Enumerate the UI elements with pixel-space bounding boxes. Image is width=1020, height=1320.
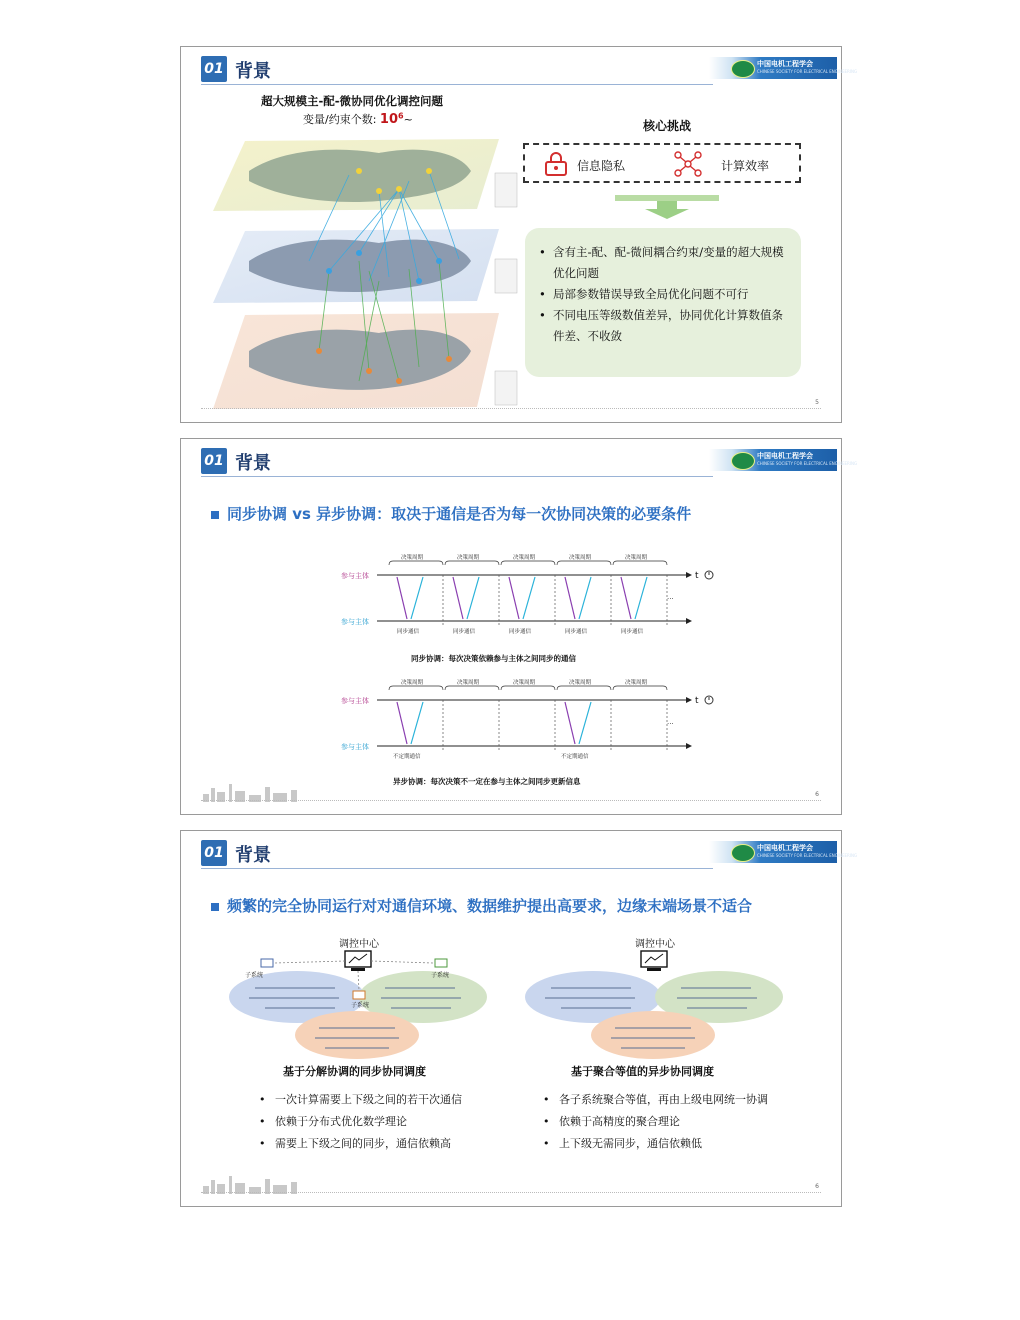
uplink-arrow	[635, 577, 647, 619]
subsystem-label: 子系统	[351, 1002, 370, 1009]
decision-period-bracket	[613, 686, 667, 690]
logo-subtitle: CHINESE SOCIETY FOR ELECTRICAL ENGINEERING	[757, 853, 858, 858]
decision-period-label: 决策周期	[457, 555, 480, 561]
sync-comm-label: 同步通信	[397, 629, 420, 635]
header-divider	[201, 476, 713, 477]
async-caption: 异步协调：每次决策不一定在参与主体之间同步更新信息	[393, 777, 581, 786]
challenge-bullet: • 不同电压等级数值差异，协同优化计算数值条件差、不收敛	[539, 305, 787, 347]
layered-grid-maps-image	[209, 131, 529, 413]
network-icon	[673, 149, 703, 179]
scale-label: 变量/约束个数:	[303, 113, 380, 126]
decision-period-bracket	[557, 561, 611, 565]
logo-subtitle: CHINESE SOCIETY FOR ELECTRICAL ENGINEERING	[757, 69, 858, 74]
async-comm-label: 不定期通信	[561, 754, 589, 760]
slide-1	[180, 46, 858, 423]
async-row1-label: 参与主体	[341, 697, 369, 705]
continuation-dots: ...	[667, 593, 674, 601]
async-comm-label: 不定期通信	[393, 754, 421, 760]
decision-period-bracket	[445, 686, 499, 690]
slide-3	[180, 830, 858, 1207]
decision-period-bracket	[613, 561, 667, 565]
decision-period-label: 决策周期	[513, 555, 536, 561]
left-control-center-label: 调控中心	[339, 939, 379, 950]
left-bullets	[259, 1089, 462, 1155]
decision-period-label: 决策周期	[569, 555, 592, 561]
decision-period-label: 决策周期	[625, 680, 648, 686]
sync-comm-label: 同步通信	[509, 629, 532, 635]
left-bullet: • 依赖于分布式优化数学理论	[259, 1111, 462, 1133]
decision-period-bracket	[389, 686, 443, 690]
right-bullets	[543, 1089, 768, 1155]
subsystem-label: 子系统	[245, 972, 264, 979]
subsystem-computer-icon	[261, 959, 273, 967]
decision-period-label: 决策周期	[569, 680, 592, 686]
uplink-arrow	[579, 577, 591, 619]
sync-comm-label: 同步通信	[621, 629, 644, 635]
section-title: 背景	[235, 453, 271, 474]
slide-header	[181, 47, 858, 91]
logo-emblem-icon	[731, 452, 755, 470]
section-title: 背景	[235, 845, 271, 866]
scale-exponent: 6	[398, 111, 404, 121]
uplink-arrow	[579, 702, 591, 744]
sync-comm-label: 同步通信	[453, 629, 476, 635]
page-number: 6	[815, 791, 819, 798]
left-sync-topology-diagram	[225, 947, 495, 1063]
decision-period-bracket	[557, 686, 611, 690]
logo-name: 中国电机工程学会	[757, 844, 813, 852]
downlink-arrow	[565, 702, 575, 744]
downlink-arrow	[621, 577, 631, 619]
down-arrow-icon	[615, 195, 719, 219]
uplink-arrow	[523, 577, 535, 619]
sync-comm-label: 同步通信	[565, 629, 588, 635]
bullet-square-icon	[211, 903, 219, 911]
decision-period-bracket	[501, 686, 555, 690]
decision-period-label: 决策周期	[401, 680, 424, 686]
decision-period-bracket	[389, 561, 443, 565]
sync-row1-label: 参与主体	[341, 572, 369, 580]
decision-period-label: 决策周期	[457, 680, 480, 686]
logo-subtitle: CHINESE SOCIETY FOR ELECTRICAL ENGINEERING	[757, 461, 858, 466]
lock-icon	[543, 151, 569, 177]
slide-heading	[211, 895, 752, 916]
problem-title: 超大规模主-配-微协同优化调控问题	[261, 94, 444, 108]
challenge-efficiency-label: 计算效率	[721, 159, 770, 173]
slide-header	[181, 439, 858, 483]
decision-period-bracket	[445, 561, 499, 565]
left-bullet: • 需要上下级之间的同步，通信依赖高	[259, 1133, 462, 1155]
decision-period-label: 决策周期	[513, 680, 536, 686]
slide-heading	[211, 503, 691, 524]
continuation-dots: ...	[667, 718, 674, 726]
challenge-bullet: • 局部参数错误导致全局优化问题不可行	[539, 284, 787, 305]
society-logo	[709, 449, 858, 471]
slide-header	[181, 831, 858, 875]
problem-scale	[303, 111, 413, 127]
logo-emblem-icon	[731, 844, 755, 862]
logo-name: 中国电机工程学会	[757, 60, 813, 68]
decision-period-label: 决策周期	[401, 555, 424, 561]
bullet-square-icon	[211, 511, 219, 519]
control-center-computer-icon	[641, 951, 667, 971]
slide-2	[180, 438, 858, 815]
sync-row2-label: 参与主体	[341, 618, 369, 626]
heading-text: 频繁的完全协同运行对对通信环境、数据维护提出高要求，边缘末端场景不适合	[227, 897, 753, 915]
scale-suffix: ~	[403, 113, 413, 126]
section-title: 背景	[235, 61, 271, 82]
core-challenges-title: 核心挑战	[643, 119, 692, 133]
footer-divider	[201, 800, 821, 802]
control-center-computer-icon	[345, 951, 371, 971]
downlink-arrow	[397, 577, 407, 619]
uplink-arrow	[411, 702, 423, 744]
challenge-details-box	[525, 228, 801, 377]
downlink-arrow	[509, 577, 519, 619]
downlink-arrow	[565, 577, 575, 619]
section-number: 01	[201, 448, 227, 474]
subsystem-computer-icon	[435, 959, 447, 967]
decision-period-label: 决策周期	[625, 555, 648, 561]
footer-divider	[201, 408, 821, 410]
uplink-arrow	[467, 577, 479, 619]
city-skyline-decoration	[201, 782, 311, 802]
downlink-arrow	[397, 702, 407, 744]
section-number: 01	[201, 56, 227, 82]
left-caption: 基于分解协调的同步协同调度	[283, 1065, 426, 1078]
footer-divider	[201, 1192, 821, 1194]
subsystem-label: 子系统	[431, 972, 450, 979]
scale-value: 10	[379, 112, 399, 127]
right-bullet: • 依赖于高精度的聚合理论	[543, 1111, 768, 1133]
async-row2-label: 参与主体	[341, 743, 369, 751]
uplink-arrow	[411, 577, 423, 619]
right-async-topology-diagram	[521, 947, 791, 1063]
challenge-bullet: • 含有主-配、配-微间耦合约束/变量的超大规模优化问题	[539, 242, 787, 284]
timing-diagram	[331, 551, 721, 801]
logo-emblem-icon	[731, 60, 755, 78]
time-axis-label: t	[695, 696, 699, 706]
right-control-center-label: 调控中心	[635, 939, 675, 950]
clock-icon	[705, 696, 713, 704]
downlink-arrow	[453, 577, 463, 619]
sync-caption: 同步协调：每次决策依赖参与主体之间同步的通信	[411, 654, 576, 663]
header-divider	[201, 868, 713, 869]
heading-text: 同步协调 vs 异步协调：取决于通信是否为每一次协同决策的必要条件	[227, 505, 692, 523]
right-bullet: • 上下级无需同步，通信依赖低	[543, 1133, 768, 1155]
header-divider	[201, 84, 713, 85]
society-logo	[709, 57, 858, 79]
time-axis-label: t	[695, 571, 699, 581]
decision-period-bracket	[501, 561, 555, 565]
section-number: 01	[201, 840, 227, 866]
society-logo	[709, 841, 858, 863]
subsystem-computer-icon	[353, 991, 365, 999]
right-bullet: • 各子系统聚合等值，再由上级电网统一协调	[543, 1089, 768, 1111]
page-number: 5	[815, 399, 819, 406]
challenges-box	[523, 143, 801, 183]
clock-icon	[705, 571, 713, 579]
right-caption: 基于聚合等值的异步协同调度	[571, 1065, 714, 1078]
left-bullet: • 一次计算需要上下级之间的若干次通信	[259, 1089, 462, 1111]
logo-name: 中国电机工程学会	[757, 452, 813, 460]
page-number: 6	[815, 1183, 819, 1190]
challenge-privacy-label: 信息隐私	[577, 159, 626, 173]
city-skyline-decoration	[201, 1174, 311, 1194]
